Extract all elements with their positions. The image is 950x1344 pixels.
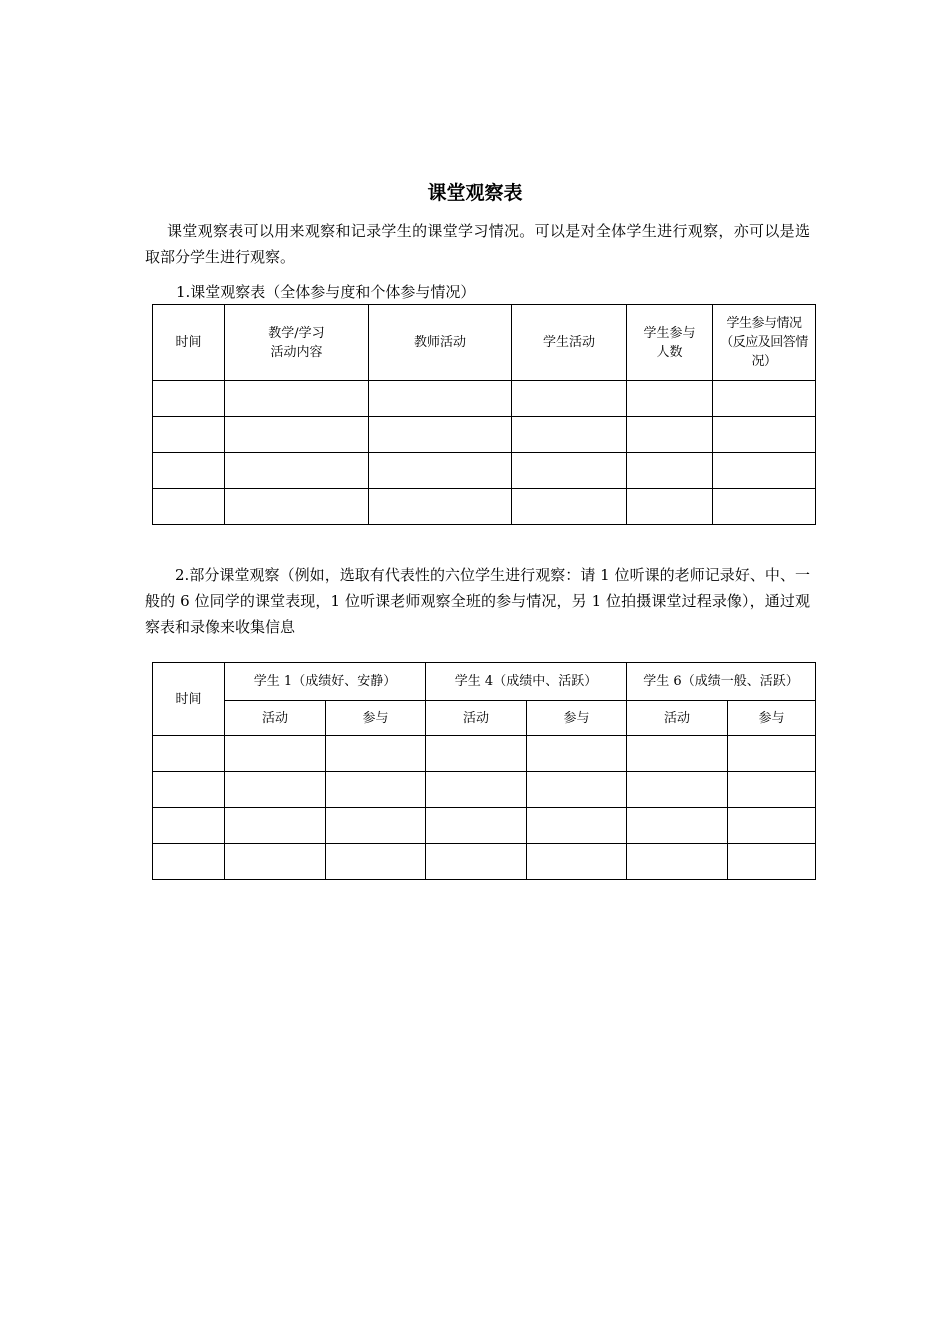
- table-cell[interactable]: [527, 844, 627, 880]
- table-cell[interactable]: [713, 453, 816, 489]
- table-subheader-row: [153, 701, 816, 736]
- header-teacher-activity: 教师活动: [369, 305, 512, 381]
- table-cell[interactable]: [225, 417, 369, 453]
- table-cell[interactable]: [225, 453, 369, 489]
- subheader-activity: 活动: [627, 701, 728, 736]
- table-cell[interactable]: [512, 453, 627, 489]
- table-header-row: [153, 305, 816, 381]
- table-cell[interactable]: [527, 736, 627, 772]
- table-cell[interactable]: [225, 844, 326, 880]
- subheader-participation: 参与: [326, 701, 426, 736]
- table-cell[interactable]: [426, 772, 527, 808]
- table-row: [153, 417, 816, 453]
- table-cell[interactable]: [512, 381, 627, 417]
- table-cell[interactable]: [225, 808, 326, 844]
- header-student-activity: 学生活动: [512, 305, 627, 381]
- table-header-row: [153, 663, 816, 701]
- table-cell[interactable]: [326, 844, 426, 880]
- table-cell[interactable]: [369, 381, 512, 417]
- table-cell[interactable]: [728, 808, 816, 844]
- subheader-participation: 参与: [728, 701, 816, 736]
- subheader-participation: 参与: [527, 701, 627, 736]
- table-cell[interactable]: [153, 808, 225, 844]
- table-cell[interactable]: [627, 808, 728, 844]
- table-cell[interactable]: [627, 489, 713, 525]
- subheader-activity: 活动: [225, 701, 326, 736]
- table-cell[interactable]: [527, 808, 627, 844]
- table-cell[interactable]: [369, 453, 512, 489]
- table-cell[interactable]: [512, 417, 627, 453]
- table-cell[interactable]: [153, 736, 225, 772]
- table-row: [153, 736, 816, 772]
- table-row: [153, 808, 816, 844]
- header-line: 学生参与情况: [726, 316, 802, 331]
- header-participant-count: [627, 305, 713, 381]
- whole-class-observation-table: [152, 304, 816, 525]
- table-cell[interactable]: [153, 453, 225, 489]
- table-row: [153, 772, 816, 808]
- table-cell[interactable]: [713, 381, 816, 417]
- header-student-4: 学生 4（成绩中、活跃）: [426, 663, 627, 701]
- table-cell[interactable]: [728, 772, 816, 808]
- table-cell[interactable]: [426, 808, 527, 844]
- table-cell[interactable]: [153, 844, 225, 880]
- table-cell[interactable]: [369, 417, 512, 453]
- table-cell[interactable]: [153, 489, 225, 525]
- table-row: [153, 844, 816, 880]
- header-line: 人数: [656, 344, 683, 360]
- page-title: 课堂观察表: [427, 182, 523, 204]
- selected-students-observation-table: [152, 662, 816, 880]
- table-cell[interactable]: [527, 772, 627, 808]
- table-cell[interactable]: [627, 736, 728, 772]
- table-cell[interactable]: [512, 489, 627, 525]
- intro-paragraph: 课堂观察表可以用来观察和记录学生的课堂学习情况。可以是对全体学生进行观察，亦可以是选取部分学生进行观察。: [145, 222, 810, 266]
- header-time: 时间: [153, 663, 225, 736]
- header-line: （反应及回答情: [720, 335, 808, 350]
- table-cell[interactable]: [326, 808, 426, 844]
- table-row: [153, 381, 816, 417]
- header-line: 教学/学习: [268, 325, 325, 341]
- table-cell[interactable]: [326, 772, 426, 808]
- table-cell[interactable]: [326, 736, 426, 772]
- table-cell[interactable]: [153, 417, 225, 453]
- table-cell[interactable]: [627, 381, 713, 417]
- table-row: [153, 489, 816, 525]
- section2-description: 2.部分课堂观察（例如，选取有代表性的六位学生进行观察：请 1 位听课的老师记录好、中、一般的 6 位同学的课堂表现，1 位听课老师观察全班的参与情况，另 1 位拍摄课堂过程录像），通过观察表和录像来收集信息: [145, 566, 810, 636]
- header-time: 时间: [153, 305, 225, 381]
- header-line: 况）: [751, 354, 777, 369]
- table-cell[interactable]: [627, 844, 728, 880]
- header-line: 活动内容: [270, 344, 323, 360]
- table-cell[interactable]: [728, 736, 816, 772]
- table-cell[interactable]: [153, 381, 225, 417]
- table-cell[interactable]: [713, 489, 816, 525]
- table-cell[interactable]: [713, 417, 816, 453]
- header-line: 学生参与: [643, 325, 696, 341]
- header-activity-content: [225, 305, 369, 381]
- table-row: [153, 453, 816, 489]
- table-cell[interactable]: [225, 772, 326, 808]
- header-participation-detail: [713, 305, 816, 381]
- table-cell[interactable]: [225, 381, 369, 417]
- header-student-6: 学生 6（成绩一般、活跃）: [627, 663, 816, 701]
- table-cell[interactable]: [627, 772, 728, 808]
- table-cell[interactable]: [728, 844, 816, 880]
- table-cell[interactable]: [369, 489, 512, 525]
- table-cell[interactable]: [627, 417, 713, 453]
- table-cell[interactable]: [153, 772, 225, 808]
- subheader-activity: 活动: [426, 701, 527, 736]
- table-cell[interactable]: [225, 489, 369, 525]
- table-cell[interactable]: [426, 844, 527, 880]
- header-student-1: 学生 1（成绩好、安静）: [225, 663, 426, 701]
- table-cell[interactable]: [627, 453, 713, 489]
- section1-heading: 1.课堂观察表（全体参与度和个体参与情况）: [176, 283, 476, 301]
- table-cell[interactable]: [426, 736, 527, 772]
- table-cell[interactable]: [225, 736, 326, 772]
